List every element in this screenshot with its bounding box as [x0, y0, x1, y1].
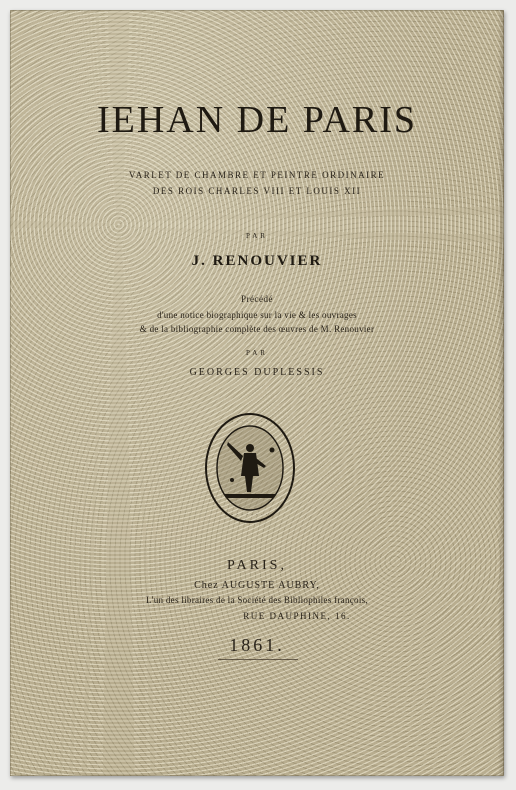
publication-year: 1861. — [229, 635, 285, 655]
precede-label: Précédé — [241, 294, 273, 304]
publisher-line-1: Chez AUGUSTE AUBRY, — [194, 580, 320, 591]
svg-text:· · · · · · · ·: · · · · · · · · — [231, 420, 269, 425]
subtitle-line-2: DES ROIS CHARLES VIII ET LOUIS XII — [152, 186, 362, 196]
year-rule — [218, 659, 298, 660]
par-label-2: PAR — [246, 349, 268, 357]
printer-mark-emblem — [204, 412, 296, 524]
book-title: IEHAN DE PARIS — [96, 99, 418, 141]
notice-line-2: & de la bibliographie complète des œuvres de M. Renouvier — [139, 324, 375, 334]
publisher-line-3: RUE DAUPHINE, 16. — [243, 611, 351, 621]
imprint-city: PARIS, — [227, 558, 287, 573]
par-label-1: PAR — [246, 232, 268, 240]
publisher-line-2: L'un des libraires de la Société des Bibliophiles françois, — [145, 595, 369, 605]
notice-line-1: d'une notice biographique sur la vie & les ouvrages — [157, 310, 357, 320]
subtitle-line-1: VARLET DE CHAMBRE ET PEINTRE ORDINAIRE — [128, 170, 386, 180]
book-cover — [10, 10, 504, 776]
svg-text:· · · · · · · ·: · · · · · · · · — [231, 513, 269, 518]
editor-name: GEORGES DUPLESSIS — [189, 367, 325, 378]
author-name: J. RENOUVIER — [191, 253, 323, 269]
